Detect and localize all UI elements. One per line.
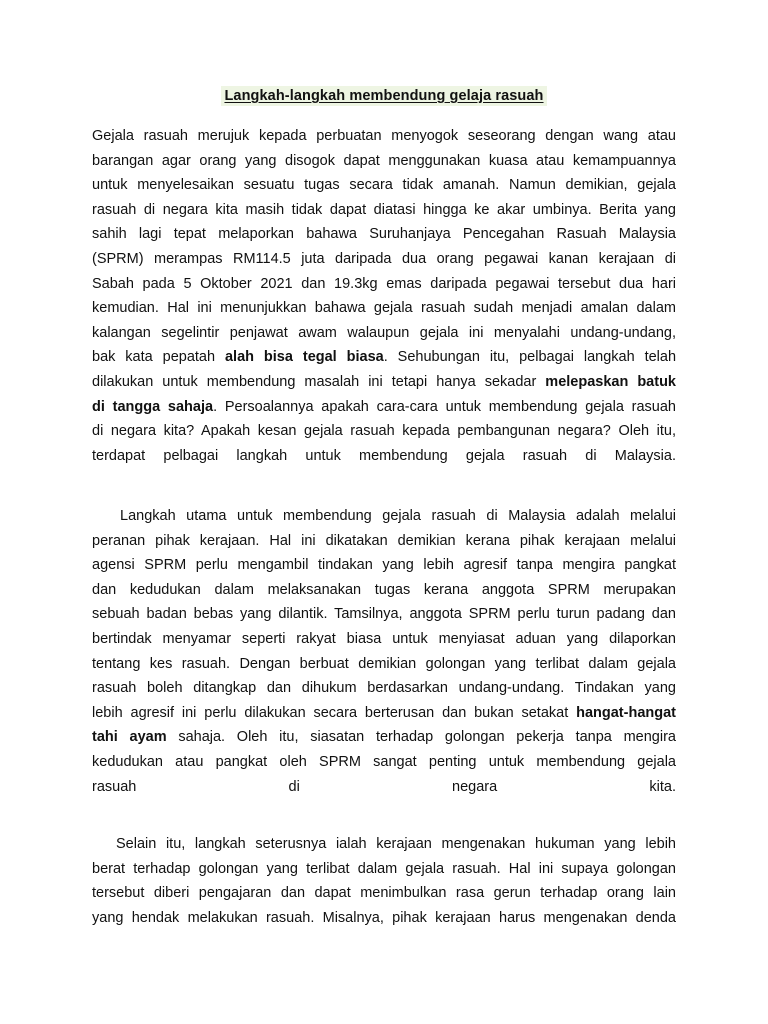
text-line xyxy=(92,247,676,272)
text-run: yang hendak melakukan rasuah. Misalnya, pihak kerajaan harus mengenakan denda xyxy=(92,909,676,926)
text-line xyxy=(92,906,676,931)
text-line xyxy=(92,222,676,247)
bold-phrase: tahi ayam xyxy=(92,729,167,746)
text-run: Gejala rasuah merujuk kepada perbuatan menyogok seseorang dengan wang atau xyxy=(92,128,676,144)
text-run: kedudukan atau pangkat oleh SPRM sangat penting untuk membendung gejala xyxy=(92,753,676,770)
text-run: kemudian. Hal ini menunjukkan bahawa gejala rasuah sudah menjadi amalan dalam xyxy=(92,300,676,317)
paragraph-introduction xyxy=(92,124,676,468)
text-line xyxy=(92,627,676,652)
text-line xyxy=(92,578,676,603)
text-line xyxy=(92,775,676,800)
text-run: kalangan segelintir penjawat awam walaupun gejala ini menyalahi undang-undang, xyxy=(92,324,676,341)
text-line xyxy=(92,832,676,857)
text-run: barangan agar orang yang disogok dapat menggunakan kuasa atau kemampuannya xyxy=(92,152,676,169)
text-line xyxy=(92,701,676,726)
text-line xyxy=(92,553,676,578)
text-run: terdapat pelbagai langkah untuk membendung gejala rasuah di Malaysia. xyxy=(92,447,676,464)
text-line xyxy=(92,124,676,149)
bold-phrase: melepaskan batuk xyxy=(545,373,676,390)
text-run: di negara kita? Apakah kesan gejala rasuah kepada pembangunan negara? Oleh itu, xyxy=(92,423,676,440)
text-line xyxy=(92,602,676,627)
text-run: rasuah di negara kita. xyxy=(92,778,676,795)
text-run: berat terhadap golongan yang terlibat dalam gejala rasuah. Hal ini supaya golongan xyxy=(92,860,676,877)
text-run: sebuah badan bebas yang dilantik. Tamsilnya, anggota SPRM perlu turun padang dan xyxy=(92,606,676,623)
text-line xyxy=(92,370,676,395)
text-run: rasuah di negara kita masih tidak dapat diatasi hingga ke akar umbinya. Berita yang xyxy=(92,201,676,218)
text-run: bak kata pepatah xyxy=(92,349,225,366)
text-line xyxy=(92,198,676,223)
text-line xyxy=(92,676,676,701)
document-title: Langkah-langkah membendung gelaja rasuah xyxy=(221,86,546,106)
text-line xyxy=(92,652,676,677)
text-run: untuk menyelesaikan sesuatu tugas secara tidak amanah. Namun demikian, gejala xyxy=(92,177,676,194)
text-line xyxy=(92,272,676,297)
text-run: peranan pihak kerajaan. Hal ini dikatakan demikian kerana pihak kerajaan melalui xyxy=(92,532,676,549)
text-line xyxy=(92,444,676,469)
paragraph-body-1 xyxy=(92,504,676,799)
text-run: dilakukan untuk membendung masalah ini tetapi hanya sekadar xyxy=(92,373,546,390)
bold-phrase: alah bisa tegal biasa xyxy=(224,349,384,366)
text-run: . Sehubungan itu, pelbagai langkah telah xyxy=(383,349,677,366)
text-line xyxy=(92,857,676,882)
text-line xyxy=(92,750,676,775)
text-run: agensi SPRM perlu mengambil tindakan yang lebih agresif tanpa mengira pangkat xyxy=(92,557,676,574)
text-line xyxy=(92,296,676,321)
text-line xyxy=(92,881,676,906)
bold-phrase: di tangga sahaja xyxy=(92,398,214,415)
text-run: Sabah pada 5 Oktober 2021 dan 19.3kg emas daripada pegawai tersebut dua hari xyxy=(92,275,676,292)
text-run: dan kedudukan dalam melaksanakan tugas kerana anggota SPRM merupakan xyxy=(92,581,676,598)
text-line xyxy=(92,345,676,370)
paragraph-body-2 xyxy=(92,832,676,930)
text-line xyxy=(92,419,676,444)
text-run: sahih lagi tepat melaporkan bahawa Suruhanjaya Pencegahan Rasuah Malaysia xyxy=(92,226,676,243)
text-run: . Persoalannya apakah cara-cara untuk membendung gejala rasuah xyxy=(213,398,676,415)
text-line xyxy=(92,395,676,420)
text-run: Langkah utama untuk membendung gejala rasuah di Malaysia adalah melalui xyxy=(120,508,676,524)
text-run: tersebut diberi pengajaran dan dapat menimbulkan rasa gerun terhadap orang lain xyxy=(92,885,676,902)
text-run: rasuah boleh ditangkap dan dihukum berdasarkan undang-undang. Tindakan yang xyxy=(92,680,676,697)
text-line xyxy=(92,321,676,346)
text-run: bertindak menyamar seperti rakyat biasa untuk menyiasat aduan yang dilaporkan xyxy=(92,630,676,647)
text-line xyxy=(92,725,676,750)
text-line xyxy=(92,504,676,529)
text-line xyxy=(92,149,676,174)
title-container xyxy=(0,86,768,106)
bold-phrase: hangat-hangat xyxy=(576,704,676,721)
text-run: sahaja. Oleh itu, siasatan terhadap golongan pekerja tanpa mengira xyxy=(166,729,676,746)
text-line xyxy=(92,529,676,554)
text-line xyxy=(92,173,676,198)
text-run: (SPRM) merampas RM114.5 juta daripada dua orang pegawai kanan kerajaan di xyxy=(92,250,676,267)
text-run: tentang kes rasuah. Dengan berbuat demikian golongan yang terlibat dalam gejala xyxy=(92,655,676,672)
text-run: Selain itu, langkah seterusnya ialah kerajaan mengenakan hukuman yang lebih xyxy=(116,836,676,852)
text-run: lebih agresif ini perlu dilakukan secara berterusan dan bukan setakat xyxy=(92,704,577,721)
